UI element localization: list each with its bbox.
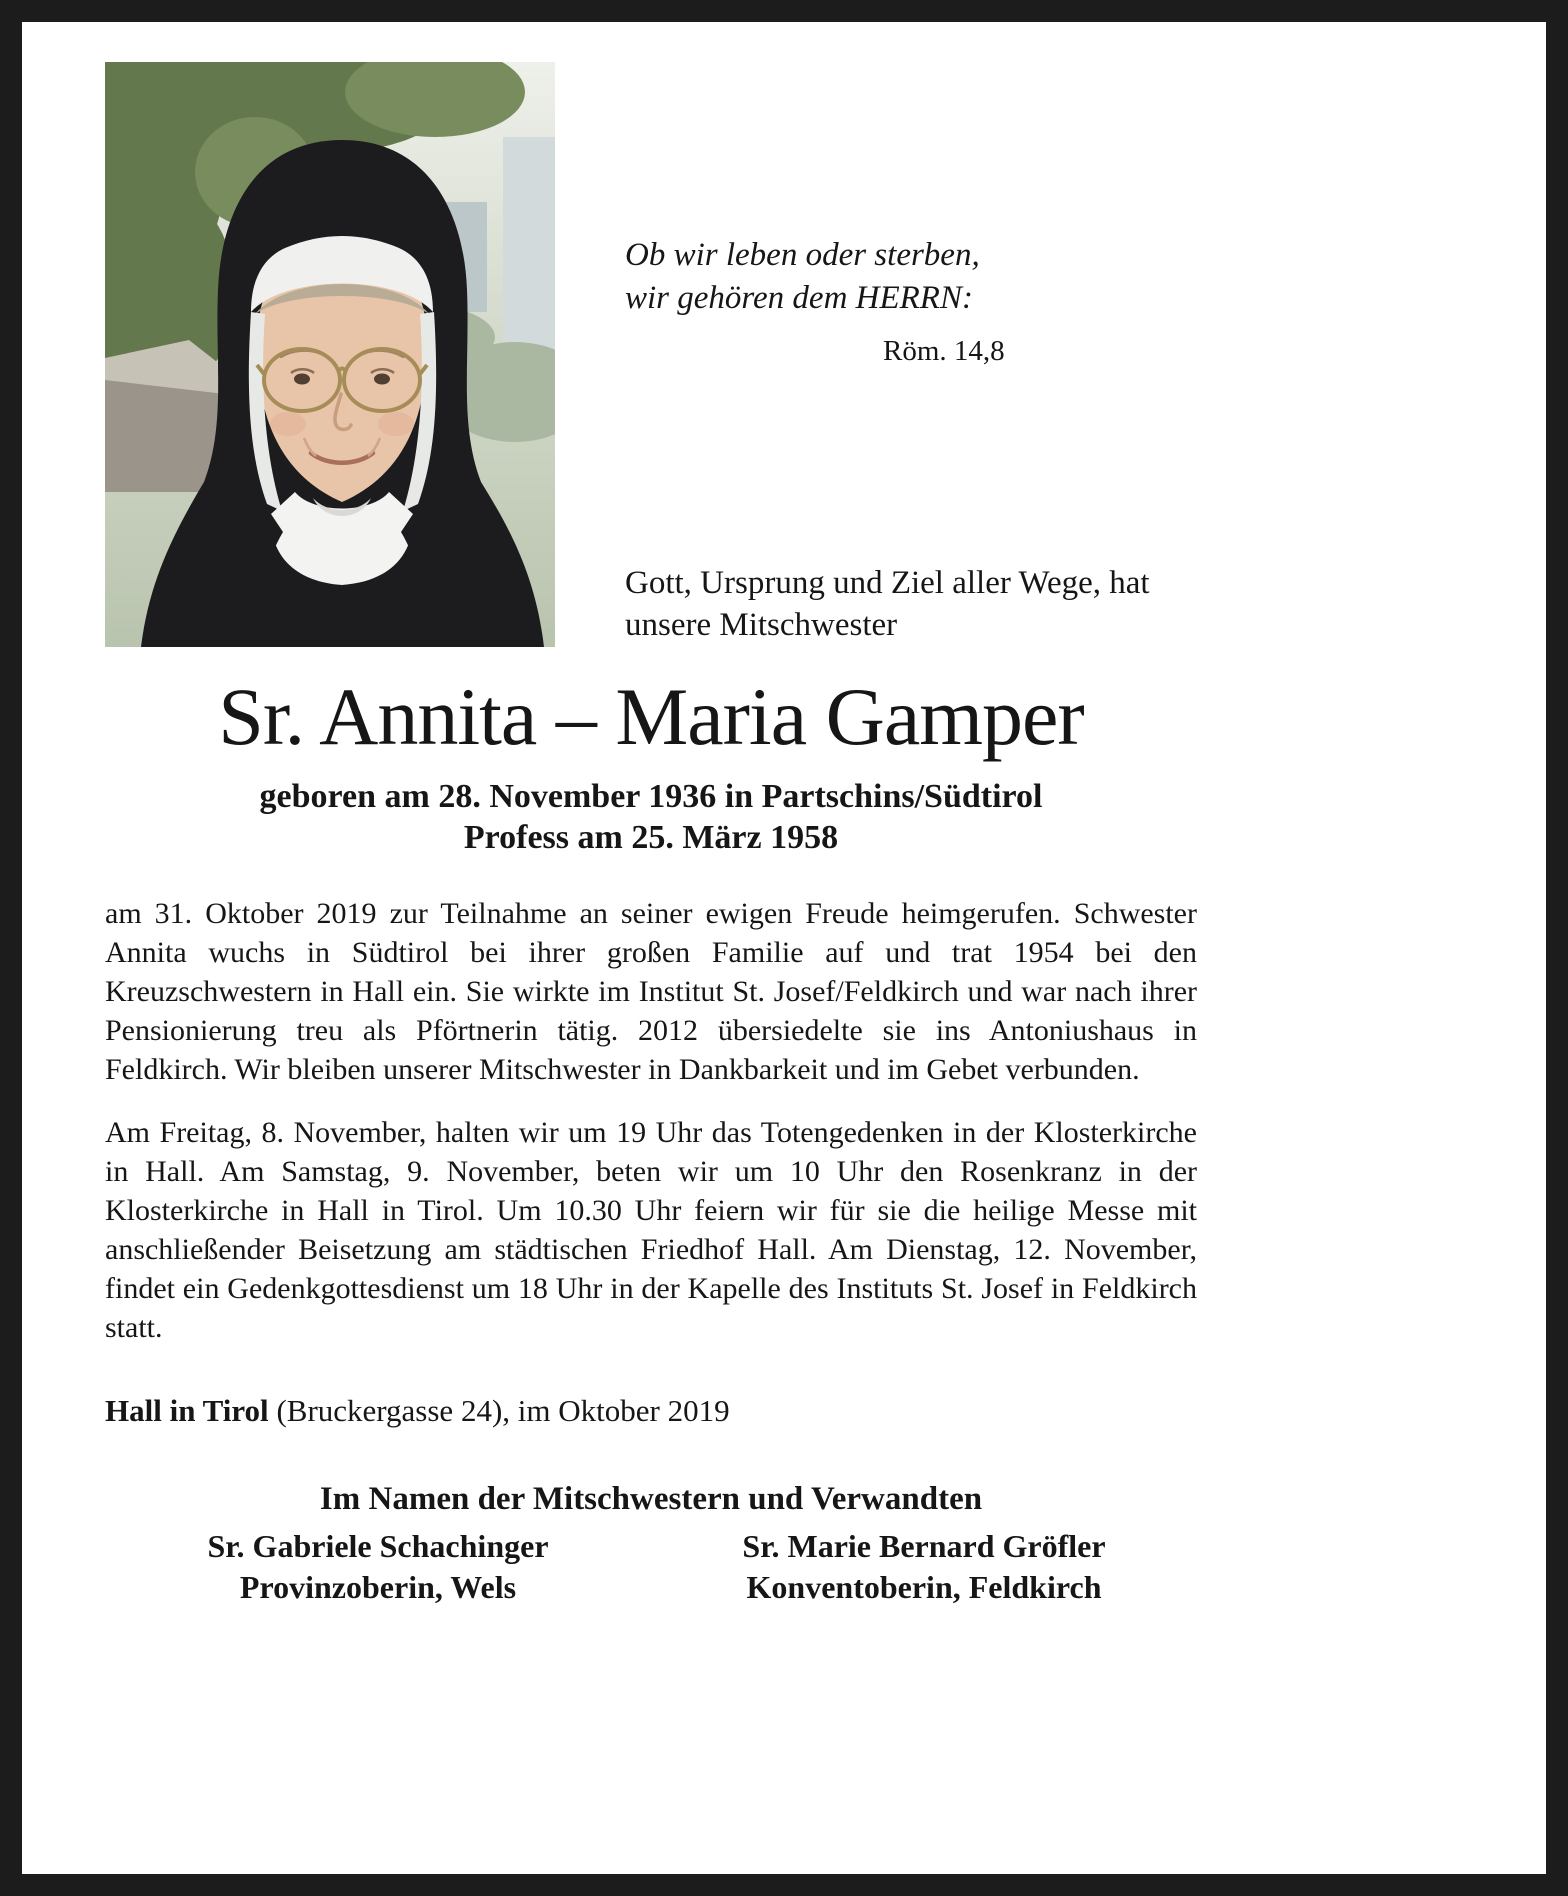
nun-cheek-left <box>270 412 306 436</box>
obituary-content <box>105 671 1197 1608</box>
quote-attribution: Röm. 14,8 <box>883 335 1005 367</box>
intro-text <box>625 562 1150 646</box>
photo-white-building <box>503 137 555 367</box>
nun-eye-left <box>294 374 310 385</box>
signatory-right-role: Konventoberin, Feldkirch <box>746 1569 1102 1606</box>
signatory-right-name: Sr. Marie Bernard Gröfler <box>742 1528 1106 1565</box>
signatory-left-name: Sr. Gabriele Schachinger <box>207 1528 549 1565</box>
obituary-inner <box>22 22 1546 1874</box>
nun-eye-right <box>374 374 390 385</box>
profess-line: Profess am 25. März 1958 <box>463 819 839 857</box>
intro-line-2: unsere Mitschwester <box>625 607 898 643</box>
quote-line-1: Ob wir leben oder sterben, <box>625 237 980 273</box>
place-rest: (Bruckergasse 24), im Oktober 2019 <box>268 1393 730 1429</box>
signatory-right <box>651 1526 1197 1608</box>
deceased-name: Sr. Annita – Maria Gamper <box>218 671 1084 762</box>
in-name-line: Im Namen der Mitschwestern und Verwandten <box>319 1481 983 1518</box>
birth-profess-block <box>105 776 1197 858</box>
obituary-paragraph-1: am 31. Oktober 2019 zur Teilnahme an seiner ewigen Freude heimgerufen. Schwester Annita wuchs in Südtirol bei ihrer großen Familie auf und trat 1954 bei den Kreuzschwestern in Hall ein. Sie wirkte im Institut St. Josef/Feldkirch und war nach ihrer Pensionierung treu als Pförtnerin tätig. 2012 übersiedelte sie ins Antoniushaus in Feldkirch. Wir bleiben unserer Mitschwester in Dankbarkeit und im Gebet verbunden. <box>105 897 1197 1087</box>
place-city: Hall in Tirol <box>105 1393 269 1429</box>
intro-line-1: Gott, Ursprung und Ziel aller Wege, hat <box>625 565 1150 601</box>
signature-row <box>105 1526 1197 1608</box>
nun-portrait-illustration <box>105 62 555 647</box>
portrait-photo <box>105 62 555 647</box>
scripture-quote <box>625 234 1005 373</box>
obituary-paragraph-2: Am Freitag, 8. November, halten wir um 19 Uhr das Totengedenken in der Klosterkirche in Hall. Am Samstag, 9. November, beten wir um 10 Uhr den Rosenkranz in der Klosterkirche in Hall in Tirol. Um 10.30 Uhr feiern wir für sie die heilige Messe mit anschließender Beisetzung am städtischen Friedhof Hall. Am Dienstag, 12. November, findet ein Gedenkgottesdienst um 18 Uhr in der Kapelle des Instituts St. Josef in Feldkirch statt. <box>105 1116 1197 1345</box>
signatory-left <box>105 1526 651 1608</box>
nun-cheek-right <box>378 412 414 436</box>
quote-line-2: wir gehören dem HERRN: <box>625 280 973 316</box>
signatory-left-role: Provinzoberin, Wels <box>239 1569 517 1606</box>
place-date-line <box>105 1393 1197 1429</box>
birth-line: geboren am 28. November 1936 in Partschins/Südtirol <box>259 778 1043 816</box>
